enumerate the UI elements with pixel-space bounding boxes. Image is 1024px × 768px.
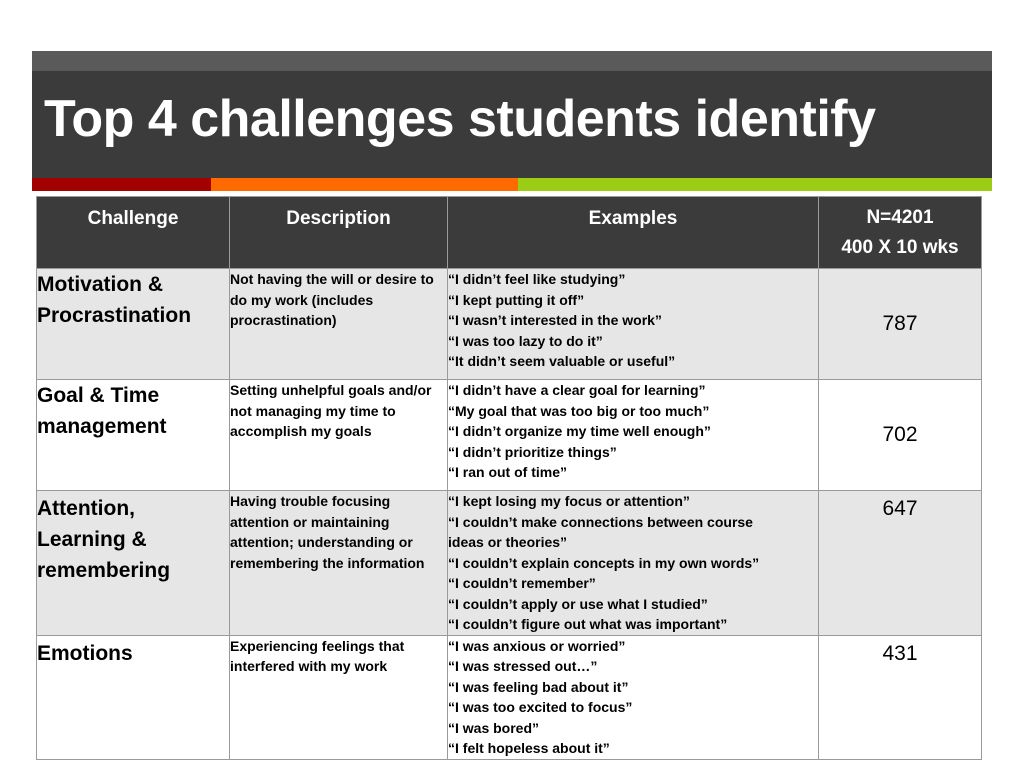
examples-cell — [448, 491, 819, 636]
count-cell: 787 — [819, 269, 982, 380]
challenge-cell — [37, 380, 230, 491]
example-line: “I was stressed out…” — [448, 658, 598, 674]
example-line: ideas or theories” — [448, 534, 568, 550]
header-n-line2: 400 X 10 wks — [841, 237, 959, 258]
example-line: “I couldn’t figure out what was important” — [448, 616, 728, 632]
table-row — [37, 635, 982, 759]
accent-stripes — [32, 178, 992, 191]
examples-cell — [448, 380, 819, 491]
header-examples: Examples — [448, 197, 819, 269]
example-line: “I wasn’t interested in the work” — [448, 312, 662, 328]
table-header-row — [37, 197, 982, 269]
example-line: “I was bored” — [448, 719, 540, 736]
challenge-line: Procrastination — [37, 304, 192, 327]
challenge-line: Motivation & — [37, 273, 163, 296]
example-line: “I was anxious or worried” — [448, 637, 626, 654]
title-top-strip — [32, 51, 992, 71]
description-cell: Setting unhelpful goals and/or not managing my time to accomplish my goals — [230, 380, 448, 491]
challenge-line: Emotions — [37, 641, 133, 665]
example-line: “I couldn’t explain concepts in my own words” — [448, 554, 760, 571]
example-line: “I kept putting it off” — [448, 291, 585, 308]
example-line: “I couldn’t apply or use what I studied” — [448, 595, 708, 612]
example-line: “I kept losing my focus or attention” — [448, 493, 690, 509]
challenge-line: Learning & — [37, 528, 147, 551]
header-n-line1: N=4201 — [866, 207, 934, 228]
example-line: “I ran out of time” — [448, 464, 567, 480]
example-line: “I didn’t have a clear goal for learning” — [448, 382, 706, 398]
description-cell: Experiencing feelings that interfered with my work — [230, 635, 448, 759]
example-line: “I was too lazy to do it” — [448, 332, 603, 349]
example-line: “I didn’t prioritize things” — [448, 443, 617, 460]
example-line: “I was too excited to focus” — [448, 699, 633, 715]
example-line: “It didn’t seem valuable or useful” — [448, 353, 676, 369]
description-cell: Not having the will or desire to do my work (includes procrastination) — [230, 269, 448, 380]
examples-cell — [448, 635, 819, 759]
example-line: “I was feeling bad about it” — [448, 678, 629, 695]
header-description: Description — [230, 197, 448, 269]
example-line: “I felt hopeless about it” — [448, 740, 610, 756]
accent-stripe-green — [518, 178, 992, 191]
header-n — [819, 197, 982, 269]
table-row — [37, 380, 982, 491]
count-cell: 647 — [819, 491, 982, 636]
challenge-cell — [37, 491, 230, 636]
challenge-cell — [37, 635, 230, 759]
count-cell: 431 — [819, 635, 982, 759]
example-line: “I couldn’t remember” — [448, 575, 596, 591]
challenge-cell — [37, 269, 230, 380]
accent-stripe-orange — [211, 178, 518, 191]
accent-stripe-red — [32, 178, 211, 191]
header-challenge: Challenge — [37, 197, 230, 269]
challenge-line: remembering — [37, 559, 171, 582]
table-row — [37, 269, 982, 380]
example-line: “I didn’t feel like studying” — [448, 271, 626, 287]
example-line: “I couldn’t make connections between course — [448, 513, 753, 530]
description-cell: Having trouble focusing attention or maintaining attention; understanding or remembering the information — [230, 491, 448, 636]
slide-title: Top 4 challenges students identify — [44, 90, 876, 148]
challenges-table — [36, 196, 982, 760]
table-row — [37, 491, 982, 636]
example-line: “My goal that was too big or too much” — [448, 402, 710, 419]
title-bar — [32, 51, 992, 178]
challenge-line: Attention, — [37, 497, 135, 520]
count-cell: 702 — [819, 380, 982, 491]
examples-cell — [448, 269, 819, 380]
challenge-line: Goal & Time — [37, 384, 160, 407]
challenge-line: management — [37, 415, 167, 438]
example-line: “I didn’t organize my time well enough” — [448, 423, 711, 439]
